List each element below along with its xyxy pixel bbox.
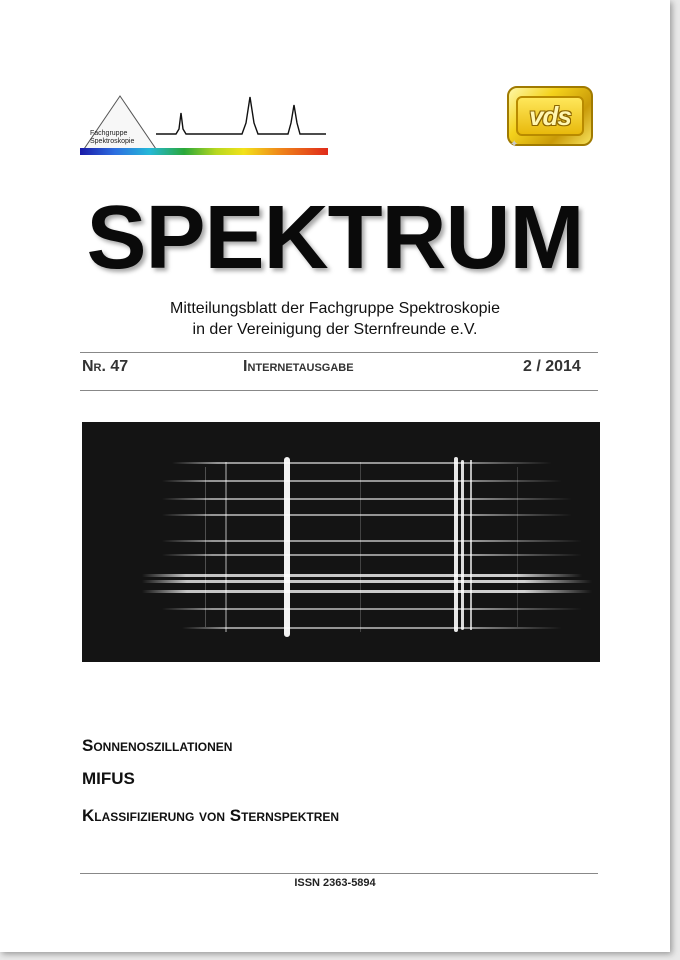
issue-edition: Internetausgabe	[243, 358, 354, 375]
divider-bottom	[80, 390, 598, 391]
spectrum-photo	[82, 422, 600, 662]
fachgruppe-logo	[80, 93, 330, 157]
fachgruppe-label-line2: Spektroskopie	[90, 138, 135, 145]
vds-logo-text: vds	[516, 96, 584, 136]
subtitle-line1: Mitteilungsblatt der Fachgruppe Spektroskopie	[170, 300, 500, 317]
topic-item: Sonnenoszillationen	[82, 736, 233, 755]
subtitle-line2: in der Vereinigung der Sternfreunde e.V.	[192, 321, 478, 338]
magazine-title: SPEKTRUM	[86, 188, 584, 288]
sparkle-icon: ✦	[510, 139, 519, 150]
issue-date: 2 / 2014	[523, 358, 581, 375]
rainbow-spectrum-bar	[80, 148, 328, 155]
topic-item: Klassifizierung von Sternspektren	[82, 806, 340, 825]
fachgruppe-label-line1: Fachgruppe	[90, 130, 128, 137]
topic-item: MIFUS	[82, 769, 135, 788]
fachgruppe-label	[90, 130, 150, 146]
issue-number: Nr. 47	[82, 358, 129, 375]
divider-top	[80, 352, 598, 353]
issn-number: ISSN 2363-5894	[294, 877, 376, 889]
cover-spectrum-image	[82, 422, 600, 662]
magazine-subtitle	[0, 298, 670, 340]
divider-footer	[80, 873, 598, 874]
vds-logo	[507, 86, 593, 150]
